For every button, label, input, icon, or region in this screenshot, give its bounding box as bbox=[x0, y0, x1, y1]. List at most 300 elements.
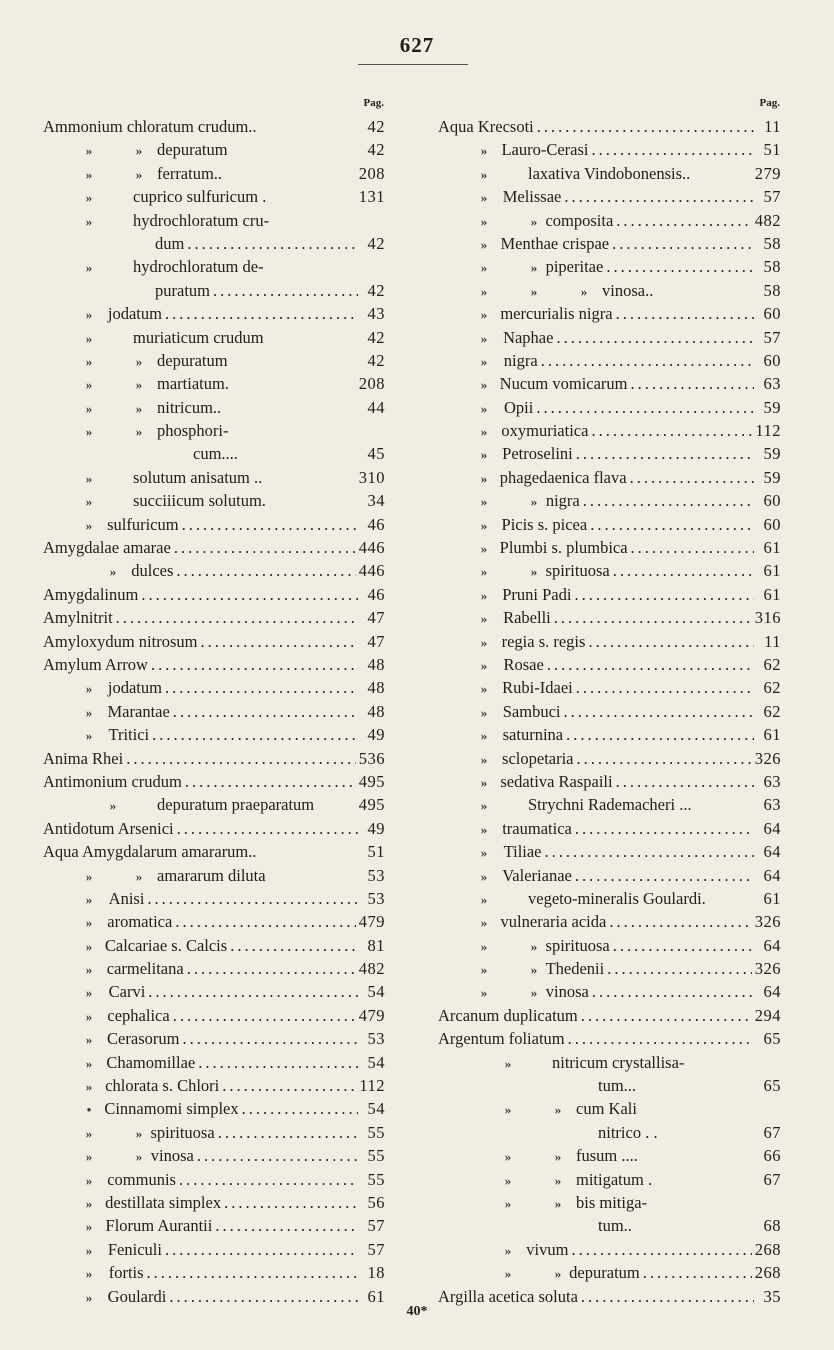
entry-term: dum bbox=[155, 233, 185, 253]
index-entry bbox=[438, 606, 781, 629]
ditto-mark: » bbox=[85, 728, 93, 744]
ditto-mark: » bbox=[504, 1149, 512, 1165]
ditto-mark: » bbox=[85, 1289, 93, 1305]
ditto-mark: » bbox=[85, 494, 93, 510]
entry-page-number: 54 bbox=[367, 1099, 385, 1119]
entry-page-number: 446 bbox=[358, 561, 385, 581]
index-entry bbox=[43, 723, 385, 746]
ditto-mark: » bbox=[480, 774, 488, 790]
leader-dots bbox=[564, 185, 754, 208]
ditto-mark: » bbox=[85, 166, 93, 182]
ditto-mark: » bbox=[480, 143, 488, 159]
entry-page-number: 68 bbox=[763, 1216, 781, 1236]
index-entry bbox=[43, 630, 385, 653]
entry-page-number: 66 bbox=[763, 1146, 781, 1166]
entry-term: amararum diluta bbox=[157, 865, 266, 885]
entry-term: tum.. bbox=[598, 1216, 632, 1236]
leader-dots bbox=[141, 583, 358, 606]
entry-term: muriaticum crudum bbox=[133, 327, 264, 347]
ditto-mark: » bbox=[480, 611, 488, 627]
ditto-mark: » bbox=[85, 1172, 93, 1188]
leader-dots bbox=[566, 723, 754, 746]
entry-term: Plumbi s. plumbica bbox=[499, 538, 628, 558]
entry-page-number: 62 bbox=[763, 678, 781, 698]
ditto-mark: » bbox=[85, 517, 93, 533]
index-entry bbox=[438, 653, 781, 676]
ditto-mark: » bbox=[85, 938, 93, 954]
entry-page-number: 112 bbox=[359, 1076, 385, 1096]
entry-term: piperitae bbox=[545, 257, 604, 277]
leader-dots bbox=[581, 1004, 752, 1027]
index-entry bbox=[438, 1121, 781, 1144]
leader-dots bbox=[230, 934, 358, 957]
ditto-mark: » bbox=[480, 400, 488, 416]
ditto-mark: » bbox=[480, 564, 488, 580]
leader-dots bbox=[147, 887, 358, 910]
entry-term: Florum Aurantii bbox=[105, 1216, 213, 1236]
entry-term: saturnina bbox=[502, 725, 564, 745]
ditto-mark: » bbox=[530, 260, 538, 276]
entry-term: ferratum.. bbox=[157, 163, 223, 183]
index-entry bbox=[43, 115, 385, 138]
index-entry bbox=[43, 138, 385, 161]
leader-dots bbox=[147, 1261, 358, 1284]
page-number: 627 bbox=[399, 33, 435, 57]
index-entry bbox=[438, 442, 781, 465]
leader-dots bbox=[592, 138, 755, 161]
entry-page-number: 46 bbox=[367, 514, 385, 534]
index-entry bbox=[438, 840, 781, 863]
index-entry bbox=[43, 255, 385, 278]
index-entry bbox=[438, 980, 781, 1003]
entry-term: phosphori- bbox=[157, 421, 229, 441]
index-entry bbox=[43, 676, 385, 699]
entry-term: Chamomillae bbox=[106, 1052, 196, 1072]
leader-dots bbox=[576, 442, 754, 465]
ditto-mark: » bbox=[85, 260, 93, 276]
entry-term: traumatica bbox=[502, 818, 572, 838]
ditto-mark: » bbox=[135, 1149, 143, 1165]
entry-page-number: 63 bbox=[763, 771, 781, 791]
index-entry bbox=[43, 279, 385, 302]
index-entry bbox=[438, 559, 781, 582]
index-entry bbox=[438, 747, 781, 770]
entry-page-number: 316 bbox=[754, 608, 781, 628]
index-entry bbox=[438, 255, 781, 278]
leader-dots bbox=[547, 653, 754, 676]
index-entry bbox=[43, 1261, 385, 1284]
entry-term: vinosa.. bbox=[602, 280, 654, 300]
leader-dots bbox=[577, 747, 752, 770]
ditto-mark: » bbox=[480, 307, 488, 323]
entry-page-number: 42 bbox=[367, 140, 385, 160]
entry-page-number: 53 bbox=[367, 1029, 385, 1049]
entry-term: Anisi bbox=[108, 888, 145, 908]
entry-page-number: 294 bbox=[754, 1005, 781, 1025]
entry-page-number: 482 bbox=[358, 959, 385, 979]
ditto-mark: » bbox=[480, 236, 488, 252]
ditto-mark: » bbox=[85, 1125, 93, 1141]
leader-dots bbox=[590, 513, 754, 536]
leader-dots bbox=[198, 1051, 358, 1074]
ditto-mark: » bbox=[504, 1102, 512, 1118]
ditto-mark: » bbox=[480, 541, 488, 557]
ditto-mark: • bbox=[86, 1102, 92, 1118]
index-entry bbox=[438, 770, 781, 793]
ditto-mark: » bbox=[135, 1125, 143, 1141]
entry-page-number: 61 bbox=[763, 538, 781, 558]
leader-dots bbox=[224, 1191, 358, 1214]
index-entry bbox=[438, 185, 781, 208]
entry-page-number: 326 bbox=[754, 959, 781, 979]
ditto-mark: » bbox=[85, 330, 93, 346]
index-entry bbox=[43, 980, 385, 1003]
index-entry bbox=[43, 559, 385, 582]
index-entry bbox=[43, 232, 385, 255]
entry-page-number: 42 bbox=[367, 280, 385, 300]
ditto-mark: » bbox=[480, 494, 488, 510]
ditto-mark: » bbox=[554, 1149, 562, 1165]
index-entry bbox=[438, 1074, 781, 1097]
index-entry bbox=[43, 840, 385, 863]
entry-term: jodatum bbox=[107, 678, 162, 698]
entry-term: Petroselini bbox=[502, 444, 573, 464]
entry-term: regia s. regis bbox=[501, 631, 586, 651]
entry-term: sclopetaria bbox=[502, 748, 574, 768]
pag-label: Pag. bbox=[759, 97, 780, 109]
leader-dots bbox=[242, 1097, 358, 1120]
index-entry bbox=[438, 209, 781, 232]
entry-term: Amylnitrit bbox=[43, 608, 113, 628]
entry-term: succiiicum solutum. bbox=[133, 491, 266, 511]
index-entry bbox=[438, 1261, 781, 1284]
ditto-mark: » bbox=[530, 283, 538, 299]
ditto-mark: » bbox=[480, 704, 488, 720]
entry-page-number: 48 bbox=[367, 654, 385, 674]
entry-term: carmelitana bbox=[106, 959, 184, 979]
entry-term: Anima Rhei bbox=[43, 748, 124, 768]
leader-dots bbox=[592, 980, 754, 1003]
entry-term: Rabelli bbox=[503, 608, 551, 628]
index-entry bbox=[43, 466, 385, 489]
entry-page-number: 279 bbox=[754, 163, 781, 183]
entry-list bbox=[438, 115, 781, 1308]
ditto-mark: » bbox=[530, 938, 538, 954]
index-entry bbox=[438, 1097, 781, 1120]
entry-term: nigra bbox=[503, 350, 538, 370]
entry-page-number: 60 bbox=[763, 350, 781, 370]
entry-page-number: 51 bbox=[367, 842, 385, 862]
entry-page-number: 63 bbox=[763, 374, 781, 394]
leader-dots bbox=[541, 349, 754, 372]
entry-page-number: 53 bbox=[367, 888, 385, 908]
index-entry bbox=[438, 232, 781, 255]
ditto-mark: » bbox=[85, 424, 93, 440]
entry-page-number: 45 bbox=[367, 444, 385, 464]
index-entry bbox=[43, 1238, 385, 1261]
entry-page-number: 536 bbox=[358, 748, 385, 768]
header-rule bbox=[358, 64, 468, 65]
index-entry bbox=[438, 910, 781, 933]
ditto-mark: » bbox=[85, 143, 93, 159]
entry-term: dulces bbox=[131, 561, 174, 581]
ditto-mark: » bbox=[504, 1242, 512, 1258]
pag-label: Pag. bbox=[363, 97, 384, 109]
index-entry bbox=[43, 372, 385, 395]
leader-dots bbox=[575, 817, 754, 840]
index-entry bbox=[438, 793, 781, 816]
entry-page-number: 34 bbox=[367, 491, 385, 511]
ditto-mark: » bbox=[554, 1172, 562, 1188]
leader-dots bbox=[165, 302, 358, 325]
ditto-mark: » bbox=[85, 1195, 93, 1211]
entry-term: nitricum.. bbox=[157, 397, 222, 417]
index-entry bbox=[438, 1027, 781, 1050]
entry-page-number: 42 bbox=[367, 350, 385, 370]
ditto-mark: » bbox=[85, 1242, 93, 1258]
entry-page-number: 495 bbox=[358, 795, 385, 815]
entry-list bbox=[43, 115, 385, 1308]
entry-page-number: 62 bbox=[763, 701, 781, 721]
entry-term: Marantae bbox=[107, 701, 170, 721]
index-entry bbox=[438, 934, 781, 957]
index-entry bbox=[438, 279, 781, 302]
leader-dots bbox=[182, 1027, 358, 1050]
entry-page-number: 64 bbox=[763, 842, 781, 862]
ditto-mark: » bbox=[85, 915, 93, 931]
ditto-mark: » bbox=[580, 283, 588, 299]
index-entry bbox=[438, 162, 781, 185]
entry-term: laxativa Vindobonensis.. bbox=[528, 163, 691, 183]
entry-term: Goulardi bbox=[107, 1286, 167, 1306]
entry-term: Cinnamomi simplex bbox=[104, 1099, 239, 1119]
entry-term: bis mitiga- bbox=[576, 1192, 648, 1212]
leader-dots bbox=[152, 723, 358, 746]
entry-page-number: 56 bbox=[367, 1192, 385, 1212]
ditto-mark: » bbox=[554, 1195, 562, 1211]
entry-term: puratum bbox=[155, 280, 210, 300]
ditto-mark: » bbox=[480, 798, 488, 814]
entry-term: cuprico sulfuricum . bbox=[133, 187, 267, 207]
leader-dots bbox=[177, 817, 358, 840]
entry-term: hydrochloratum de- bbox=[133, 257, 264, 277]
entry-page-number: 446 bbox=[358, 538, 385, 558]
entry-page-number: 63 bbox=[763, 795, 781, 815]
ditto-mark: » bbox=[85, 985, 93, 1001]
entry-page-number: 49 bbox=[367, 818, 385, 838]
leader-dots bbox=[148, 980, 358, 1003]
leader-dots bbox=[179, 1168, 358, 1191]
ditto-mark: » bbox=[480, 377, 488, 393]
index-entry bbox=[438, 489, 781, 512]
entry-page-number: 11 bbox=[764, 631, 781, 651]
entry-page-number: 42 bbox=[367, 327, 385, 347]
entry-term: Ammonium chloratum crudum.. bbox=[43, 117, 257, 136]
entry-page-number: 35 bbox=[763, 1286, 781, 1306]
entry-page-number: 64 bbox=[763, 982, 781, 1002]
entry-page-number: 65 bbox=[763, 1076, 781, 1096]
index-entry bbox=[43, 770, 385, 793]
ditto-mark: » bbox=[480, 891, 488, 907]
ditto-mark: » bbox=[135, 400, 143, 416]
ditto-mark: » bbox=[85, 962, 93, 978]
entry-page-number: 60 bbox=[763, 514, 781, 534]
ditto-mark: » bbox=[554, 1266, 562, 1282]
leader-dots bbox=[182, 513, 358, 536]
index-entry bbox=[438, 349, 781, 372]
ditto-mark: » bbox=[554, 1102, 562, 1118]
entry-term: Strychni Rademacheri ... bbox=[528, 795, 692, 815]
entry-page-number: 57 bbox=[763, 327, 781, 347]
entry-term: solutum anisatum .. bbox=[133, 467, 263, 487]
leader-dots bbox=[174, 536, 356, 559]
leader-dots bbox=[165, 676, 358, 699]
ditto-mark: » bbox=[109, 798, 117, 814]
ditto-mark: » bbox=[530, 985, 538, 1001]
ditto-mark: » bbox=[135, 166, 143, 182]
entry-term: vegeto-mineralis Goulardi. bbox=[528, 888, 706, 908]
leader-dots bbox=[173, 700, 358, 723]
index-column-right bbox=[438, 92, 781, 1308]
entry-term: phagedaenica flava bbox=[499, 467, 627, 487]
ditto-mark: » bbox=[480, 821, 488, 837]
index-entry bbox=[438, 513, 781, 536]
entry-term: nitricum crystallisa- bbox=[552, 1052, 685, 1072]
ditto-mark: » bbox=[480, 657, 488, 673]
entry-page-number: 55 bbox=[367, 1146, 385, 1166]
leader-dots bbox=[574, 583, 754, 606]
index-entry bbox=[43, 513, 385, 536]
leader-dots bbox=[616, 770, 754, 793]
index-entry bbox=[43, 864, 385, 887]
entry-term: Opii bbox=[503, 397, 534, 417]
ditto-mark: » bbox=[480, 190, 488, 206]
index-entry bbox=[438, 1004, 781, 1027]
ditto-mark: » bbox=[85, 470, 93, 486]
index-entry bbox=[43, 326, 385, 349]
ditto-mark: » bbox=[85, 400, 93, 416]
ditto-mark: » bbox=[85, 190, 93, 206]
ditto-mark: » bbox=[85, 1032, 93, 1048]
entry-term: Menthae crispae bbox=[500, 233, 610, 253]
entry-term: jodatum bbox=[107, 304, 162, 324]
leader-dots bbox=[151, 653, 358, 676]
leader-dots bbox=[616, 209, 751, 232]
entry-term: Amygdalinum bbox=[43, 584, 139, 604]
entry-term: Tiliae bbox=[503, 842, 542, 862]
entry-page-number: 59 bbox=[763, 467, 781, 487]
leader-dots bbox=[537, 115, 754, 138]
index-entry bbox=[438, 396, 781, 419]
entry-term: aromatica bbox=[107, 912, 173, 932]
entry-term: Tritici bbox=[108, 725, 150, 745]
index-entry bbox=[438, 1238, 781, 1261]
index-entry bbox=[438, 1144, 781, 1167]
index-entry bbox=[438, 817, 781, 840]
entry-term: spirituosa bbox=[545, 561, 610, 581]
entry-term: Lauro-Cerasi bbox=[501, 140, 589, 160]
entry-term: Arcanum duplicatum bbox=[438, 1005, 578, 1025]
entry-term: fortis bbox=[108, 1263, 144, 1283]
entry-term: mitigatum . bbox=[576, 1169, 653, 1189]
leader-dots bbox=[588, 630, 754, 653]
entry-page-number: 81 bbox=[367, 935, 385, 955]
leader-dots bbox=[165, 1238, 358, 1261]
ditto-mark: » bbox=[480, 260, 488, 276]
ditto-mark: » bbox=[85, 681, 93, 697]
index-entry bbox=[438, 723, 781, 746]
leader-dots bbox=[200, 630, 358, 653]
entry-term: Amygdalae amarae bbox=[43, 538, 171, 558]
entry-term: Sambuci bbox=[502, 701, 561, 721]
ditto-mark: » bbox=[480, 166, 488, 182]
entry-term: Aqua Amygdalarum amararum.. bbox=[43, 842, 257, 862]
leader-dots bbox=[613, 559, 754, 582]
entry-term: Nucum vomicarum bbox=[499, 374, 628, 394]
index-entry bbox=[43, 747, 385, 770]
entry-page-number: 55 bbox=[367, 1122, 385, 1142]
index-entry bbox=[43, 162, 385, 185]
entry-page-number: 479 bbox=[358, 1005, 385, 1025]
ditto-mark: » bbox=[85, 868, 93, 884]
ditto-mark: » bbox=[85, 1149, 93, 1165]
index-entry bbox=[43, 1027, 385, 1050]
leader-dots bbox=[185, 770, 356, 793]
index-entry bbox=[438, 630, 781, 653]
index-entry bbox=[43, 793, 385, 816]
ditto-mark: » bbox=[85, 307, 93, 323]
leader-dots bbox=[616, 302, 754, 325]
entry-page-number: 58 bbox=[763, 280, 781, 300]
entry-term: mercurialis nigra bbox=[500, 304, 613, 324]
entry-term: Thedenii bbox=[545, 959, 605, 979]
entry-page-number: 112 bbox=[755, 421, 781, 441]
entry-page-number: 62 bbox=[763, 654, 781, 674]
entry-term: hydrochloratum cru- bbox=[133, 210, 270, 230]
leader-dots bbox=[187, 957, 356, 980]
entry-page-number: 49 bbox=[367, 725, 385, 745]
ditto-mark: » bbox=[480, 213, 488, 229]
index-entry bbox=[438, 1051, 781, 1074]
ditto-mark: » bbox=[85, 213, 93, 229]
ditto-mark: » bbox=[480, 938, 488, 954]
index-entry bbox=[43, 302, 385, 325]
entry-term: fusum .... bbox=[576, 1146, 638, 1166]
entry-term: sulfuricum bbox=[107, 514, 179, 534]
entry-page-number: 67 bbox=[763, 1169, 781, 1189]
entry-page-number: 268 bbox=[754, 1239, 781, 1259]
leader-dots bbox=[575, 864, 754, 887]
entry-term: Carvi bbox=[108, 982, 146, 1002]
entry-page-number: 131 bbox=[358, 187, 385, 207]
entry-term: Naphae bbox=[503, 327, 554, 347]
ditto-mark: » bbox=[480, 330, 488, 346]
index-entry bbox=[43, 185, 385, 208]
entry-page-number: 208 bbox=[358, 163, 385, 183]
entry-term: Picis s. picea bbox=[501, 514, 588, 534]
entry-term: Argentum foliatum bbox=[438, 1029, 565, 1049]
index-entry bbox=[43, 442, 385, 465]
entry-term: spirituosa bbox=[545, 935, 610, 955]
index-entry bbox=[43, 957, 385, 980]
entry-page-number: 57 bbox=[367, 1216, 385, 1236]
entry-page-number: 310 bbox=[358, 467, 385, 487]
index-entry bbox=[438, 138, 781, 161]
index-entry bbox=[438, 1214, 781, 1237]
leader-dots bbox=[197, 1144, 358, 1167]
ditto-mark: » bbox=[480, 915, 488, 931]
index-entry bbox=[43, 536, 385, 559]
